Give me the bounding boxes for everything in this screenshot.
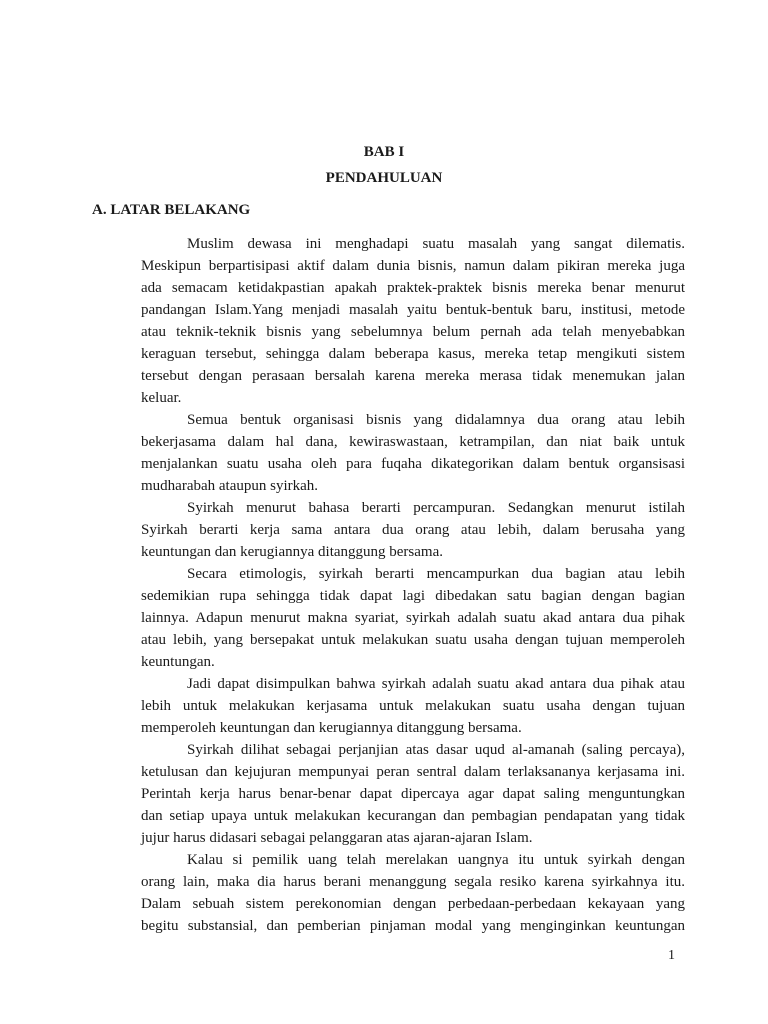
text-line: atau lebih, yang bersepakat untuk melakukan suatu usaha dengan tujuan memperoleh — [141, 632, 685, 648]
page-number: 1 — [668, 948, 675, 963]
text-line: mudharabah ataupun syirkah. — [141, 478, 319, 494]
text-line: lainnya. Adapun menurut makna syariat, syirkah adalah suatu akad antara dua pihak — [141, 610, 685, 626]
text-line: keuntungan dan kerugiannya ditanggung bersama. — [141, 544, 443, 560]
text-line: dan setiap upaya untuk melakukan kecurangan dan pembagian pendapatan yang tidak — [141, 808, 685, 824]
document-body — [141, 233, 685, 937]
text-line: Secara etimologis, syirkah berarti mencampurkan dua bagian atau lebih — [187, 566, 685, 582]
text-line: ada semacam ketidakpastian apakah praktek-praktek bisnis mereka benar menurut — [141, 280, 685, 296]
chapter-title: PENDAHULUAN — [325, 170, 443, 186]
text-line: Syirkah berarti kerja sama antara dua orang atau lebih, dalam berusaha yang — [141, 522, 685, 538]
paragraph — [141, 849, 685, 937]
text-line: Perintah kerja harus benar-benar dapat dipercaya agar dapat saling menguntungkan — [141, 786, 685, 802]
text-line: Meskipun berpartisipasi aktif dalam dunia bisnis, namun dalam pikiran mereka juga — [141, 258, 685, 274]
text-line: orang lain, maka dia harus berani menanggung segala resiko karena syirkahnya itu. — [141, 874, 685, 890]
paragraph — [141, 409, 685, 497]
text-line: keraguan tersebut, sehingga dalam beberapa kasus, mereka tetap mengikuti sistem — [141, 346, 685, 362]
text-line: sedemikian rupa sehingga tidak dapat lagi dibedakan satu bagian dengan bagian — [141, 588, 685, 604]
text-line: Muslim dewasa ini menghadapi suatu masalah yang sangat dilematis. — [187, 236, 685, 252]
paragraph — [141, 673, 685, 739]
text-line: Syirkah dilihat sebagai perjanjian atas dasar uqud al-amanah (saling percaya), — [187, 742, 685, 758]
text-line: Semua bentuk organisasi bisnis yang didalamnya dua orang atau lebih — [187, 412, 685, 428]
text-line: Jadi dapat disimpulkan bahwa syirkah adalah suatu akad antara dua pihak atau — [187, 676, 685, 692]
paragraph — [141, 739, 685, 849]
text-line: Dalam sebuah sistem perekonomian dengan perbedaan-perbedaan kekayaan yang — [141, 896, 685, 912]
text-line: Syirkah menurut bahasa berarti percampuran. Sedangkan menurut istilah — [187, 500, 685, 516]
paragraph — [141, 233, 685, 409]
text-line: tersebut dengan perasaan bersalah karena mereka merasa tidak menemukan jalan — [141, 368, 685, 384]
text-line: bekerjasama dalam hal dana, kewiraswastaan, ketrampilan, dan niat baik untuk — [141, 434, 685, 450]
text-line: pandangan Islam.Yang menjadi masalah yaitu bentuk-bentuk baru, institusi, metode — [141, 302, 685, 318]
paragraph — [141, 497, 685, 563]
section-heading: A. LATAR BELAKANG — [92, 202, 251, 218]
text-line: memperoleh keuntungan dan kerugiannya ditanggung bersama. — [141, 720, 522, 736]
text-line: atau teknik-teknik bisnis yang sebelumnya belum pernah ada telah menyebabkan — [141, 324, 685, 340]
text-line: jujur harus didasari sebagai pelanggaran atas ajaran-ajaran Islam. — [141, 830, 533, 846]
paragraph — [141, 563, 685, 673]
text-line: ketulusan dan kejujuran mempunyai peran sentral dalam terlaksananya kerjasama ini. — [141, 764, 685, 780]
text-line: Kalau si pemilik uang telah merelakan uangnya itu untuk syirkah dengan — [187, 852, 685, 868]
text-line: lebih untuk melakukan kerjasama untuk melakukan suatu usaha dengan tujuan — [141, 698, 685, 714]
text-line: menjalankan suatu usaha oleh para fuqaha dikategorikan dalam bentuk organsisasi — [141, 456, 685, 472]
text-line: keluar. — [141, 390, 182, 406]
text-line: begitu substansial, dan pemberian pinjaman modal yang menginginkan keuntungan — [141, 918, 685, 934]
text-line: keuntungan. — [141, 654, 215, 670]
chapter-number: BAB I — [363, 144, 405, 160]
